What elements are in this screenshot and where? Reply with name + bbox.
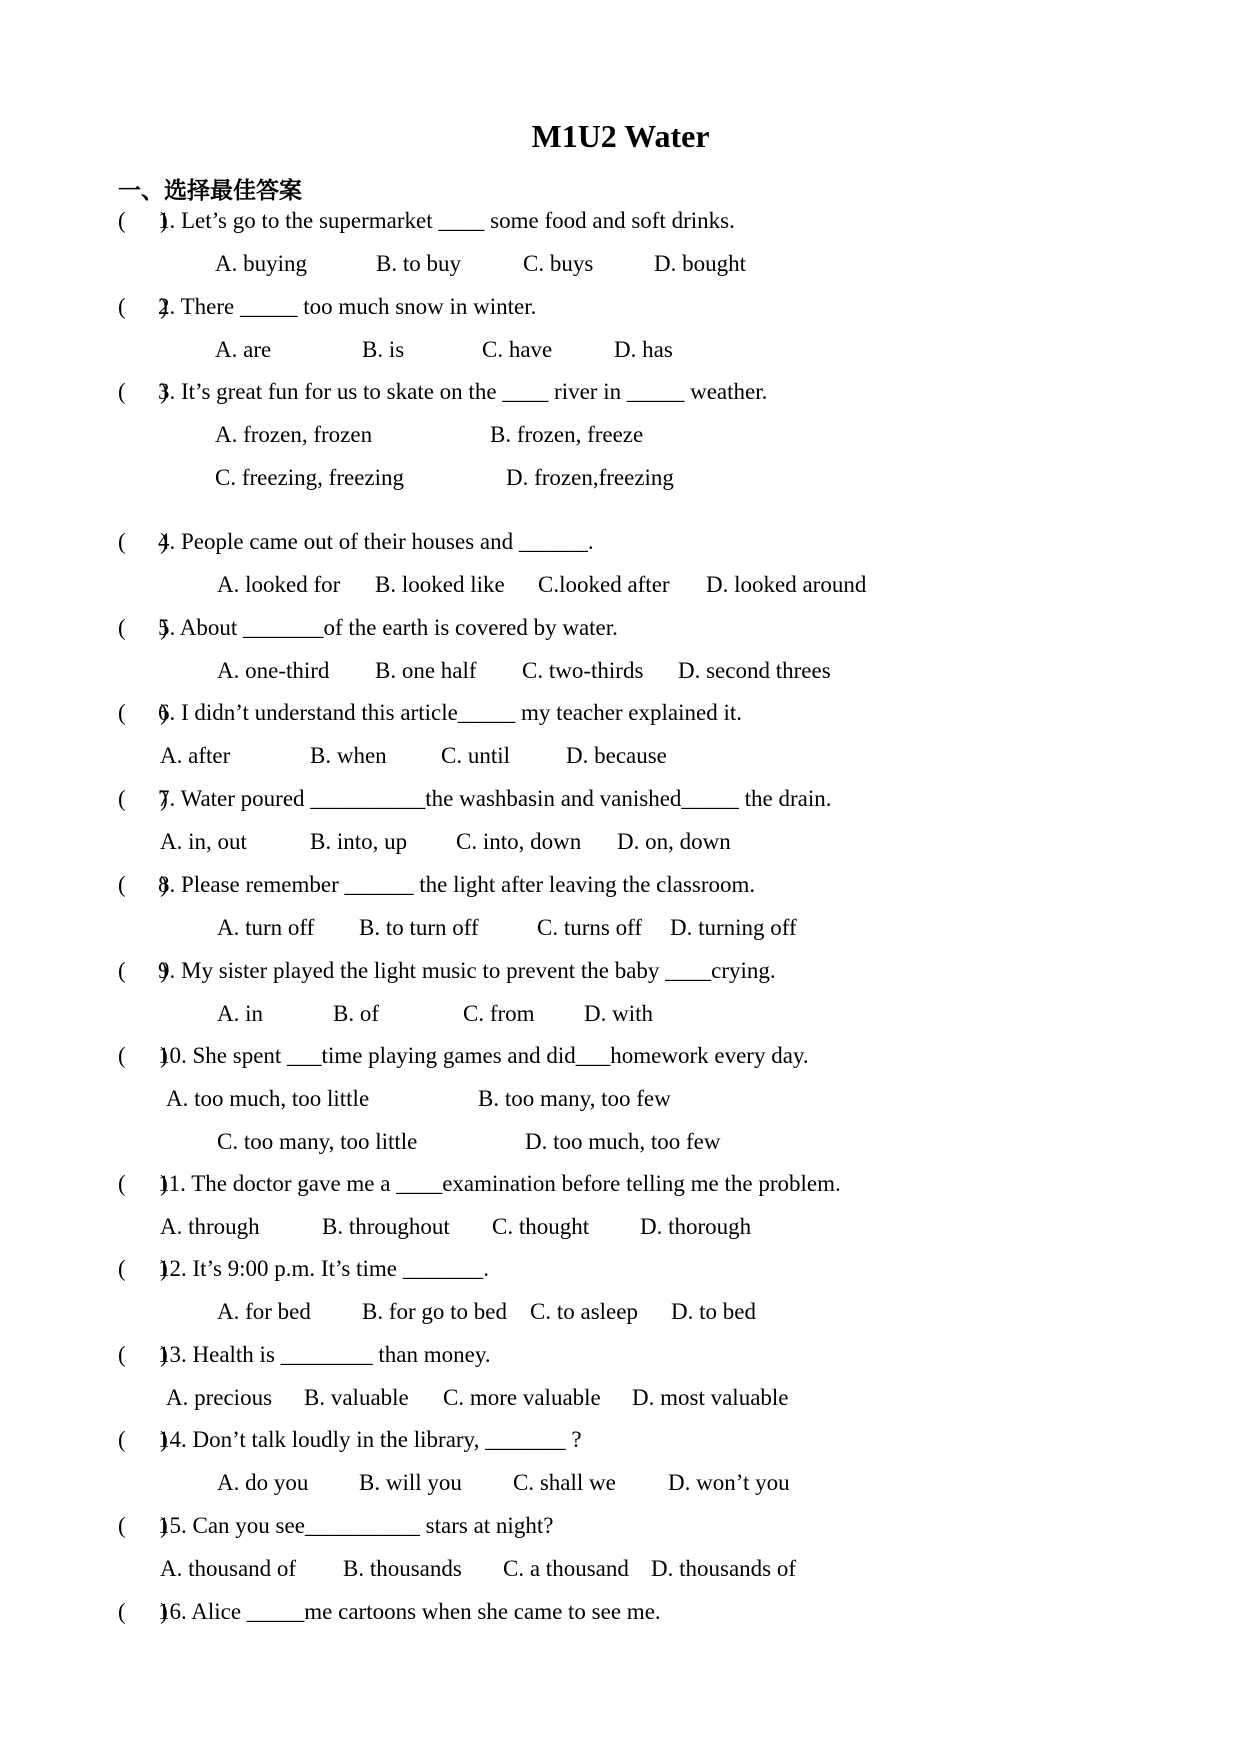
answer-option: C. to asleep xyxy=(530,1299,638,1324)
answer-option: C. two-thirds xyxy=(522,658,644,683)
question-text: 7. Water poured __________the washbasin and vanished_____ the drain. xyxy=(158,786,832,811)
answer-option: C. buys xyxy=(523,251,594,276)
answer-option: B. will you xyxy=(359,1470,462,1495)
answer-blank[interactable]: ( ) xyxy=(118,786,168,811)
answer-option: C. into, down xyxy=(456,829,582,854)
answer-blank[interactable]: ( ) xyxy=(118,1513,168,1538)
answer-option: C. shall we xyxy=(513,1470,616,1495)
answer-blank[interactable]: ( ) xyxy=(118,1342,168,1367)
question-text: 6. I didn’t understand this article_____ my teacher explained it. xyxy=(158,700,742,725)
answer-option: B. to buy xyxy=(376,251,461,276)
question-text: 4. People came out of their houses and ______. xyxy=(158,529,594,554)
answer-option: B. frozen, freeze xyxy=(490,422,644,447)
answer-option: A. buying xyxy=(215,251,307,276)
page-title: M1U2 Water xyxy=(531,118,710,154)
question-text: 14. Don’t talk loudly in the library, _______ ? xyxy=(158,1427,582,1452)
question-text: 9. My sister played the light music to prevent the baby ____crying. xyxy=(158,958,776,983)
answer-blank[interactable]: ( ) xyxy=(118,872,168,897)
answer-option: A. one-third xyxy=(217,658,330,683)
answer-option: A. do you xyxy=(217,1470,309,1495)
answer-option: C.looked after xyxy=(538,572,670,597)
answer-option: D. too much, too few xyxy=(525,1129,721,1154)
answer-option: D. to bed xyxy=(671,1299,756,1324)
question-text: 8. Please remember ______ the light after leaving the classroom. xyxy=(158,872,756,897)
answer-option: B. of xyxy=(333,1001,379,1026)
question-text: 13. Health is ________ than money. xyxy=(158,1342,491,1367)
answer-option: C. thought xyxy=(492,1214,590,1239)
answer-option: A. thousand of xyxy=(160,1556,297,1581)
answer-option: C. until xyxy=(441,743,511,768)
answer-option: A. frozen, frozen xyxy=(215,422,373,447)
answer-option: A. are xyxy=(215,337,272,362)
answer-option: C. turns off xyxy=(537,915,642,940)
question-text: 1. Let’s go to the supermarket ____ some food and soft drinks. xyxy=(158,208,735,233)
question-text: 15. Can you see__________ stars at night? xyxy=(158,1513,554,1538)
answer-option: B. looked like xyxy=(375,572,505,597)
answer-option: B. valuable xyxy=(304,1385,409,1410)
answer-option: A. through xyxy=(160,1214,260,1239)
answer-option: B. thousands xyxy=(343,1556,462,1581)
answer-option: A. turn off xyxy=(217,915,315,940)
answer-blank[interactable]: ( ) xyxy=(118,208,168,233)
answer-option: C. more valuable xyxy=(443,1385,601,1410)
answer-blank[interactable]: ( ) xyxy=(118,1171,168,1196)
answer-option: A. after xyxy=(160,743,231,768)
answer-blank[interactable]: ( ) xyxy=(118,700,168,725)
answer-option: D. thorough xyxy=(640,1214,752,1239)
answer-blank[interactable]: ( ) xyxy=(118,615,168,640)
answer-blank[interactable]: ( ) xyxy=(118,379,168,404)
question-text: 2. There _____ too much snow in winter. xyxy=(158,294,537,319)
answer-option: D. looked around xyxy=(706,572,867,597)
answer-option: B. for go to bed xyxy=(362,1299,508,1324)
answer-option: D. with xyxy=(584,1001,653,1026)
answer-option: A. precious xyxy=(166,1385,273,1410)
answer-option: B. is xyxy=(362,337,405,362)
answer-option: B. into, up xyxy=(310,829,408,854)
answer-option: D. thousands of xyxy=(651,1556,797,1581)
answer-option: B. to turn off xyxy=(359,915,479,940)
answer-option: D. most valuable xyxy=(632,1385,789,1410)
answer-option: B. throughout xyxy=(322,1214,450,1239)
answer-option: A. looked for xyxy=(217,572,341,597)
answer-blank[interactable]: ( ) xyxy=(118,1043,168,1068)
answer-option: A. in, out xyxy=(160,829,247,854)
answer-option: B. when xyxy=(310,743,387,768)
answer-option: D. frozen,freezing xyxy=(506,465,674,490)
question-text: 11. The doctor gave me a ____examination before telling me the problem. xyxy=(158,1171,841,1196)
question-text: 10. She spent ___time playing games and did___homework every day. xyxy=(158,1043,809,1068)
answer-option: D. on, down xyxy=(617,829,731,854)
answer-option: D. because xyxy=(566,743,667,768)
answer-option: D. second threes xyxy=(678,658,831,683)
answer-option: C. a thousand xyxy=(503,1556,629,1581)
answer-option: D. bought xyxy=(654,251,746,276)
question-text: 5. About _______of the earth is covered by water. xyxy=(158,615,618,640)
answer-option: B. too many, too few xyxy=(478,1086,671,1111)
answer-option: C. have xyxy=(482,337,553,362)
answer-blank[interactable]: ( ) xyxy=(118,1427,168,1452)
question-text: 16. Alice _____me cartoons when she came to see me. xyxy=(158,1599,661,1624)
answer-blank[interactable]: ( ) xyxy=(118,958,168,983)
answer-option: A. for bed xyxy=(217,1299,311,1324)
answer-option: C. freezing, freezing xyxy=(215,465,405,490)
answer-option: C. from xyxy=(463,1001,535,1026)
question-text: 12. It’s 9:00 p.m. It’s time _______. xyxy=(158,1256,489,1281)
answer-option: B. one half xyxy=(375,658,477,683)
answer-blank[interactable]: ( ) xyxy=(118,294,168,319)
answer-option: A. too much, too little xyxy=(166,1086,370,1111)
question-text: 3. It’s great fun for us to skate on the ____ river in _____ weather. xyxy=(158,379,768,404)
answer-option: D. won’t you xyxy=(668,1470,790,1495)
answer-blank[interactable]: ( ) xyxy=(118,1256,168,1281)
answer-option: D. has xyxy=(614,337,673,362)
answer-option: D. turning off xyxy=(670,915,797,940)
answer-option: A. in xyxy=(217,1001,263,1026)
answer-blank[interactable]: ( ) xyxy=(118,1599,168,1624)
answer-option: C. too many, too little xyxy=(217,1129,418,1154)
answer-blank[interactable]: ( ) xyxy=(118,529,168,554)
section-heading: 一、选择最佳答案 xyxy=(118,178,302,204)
